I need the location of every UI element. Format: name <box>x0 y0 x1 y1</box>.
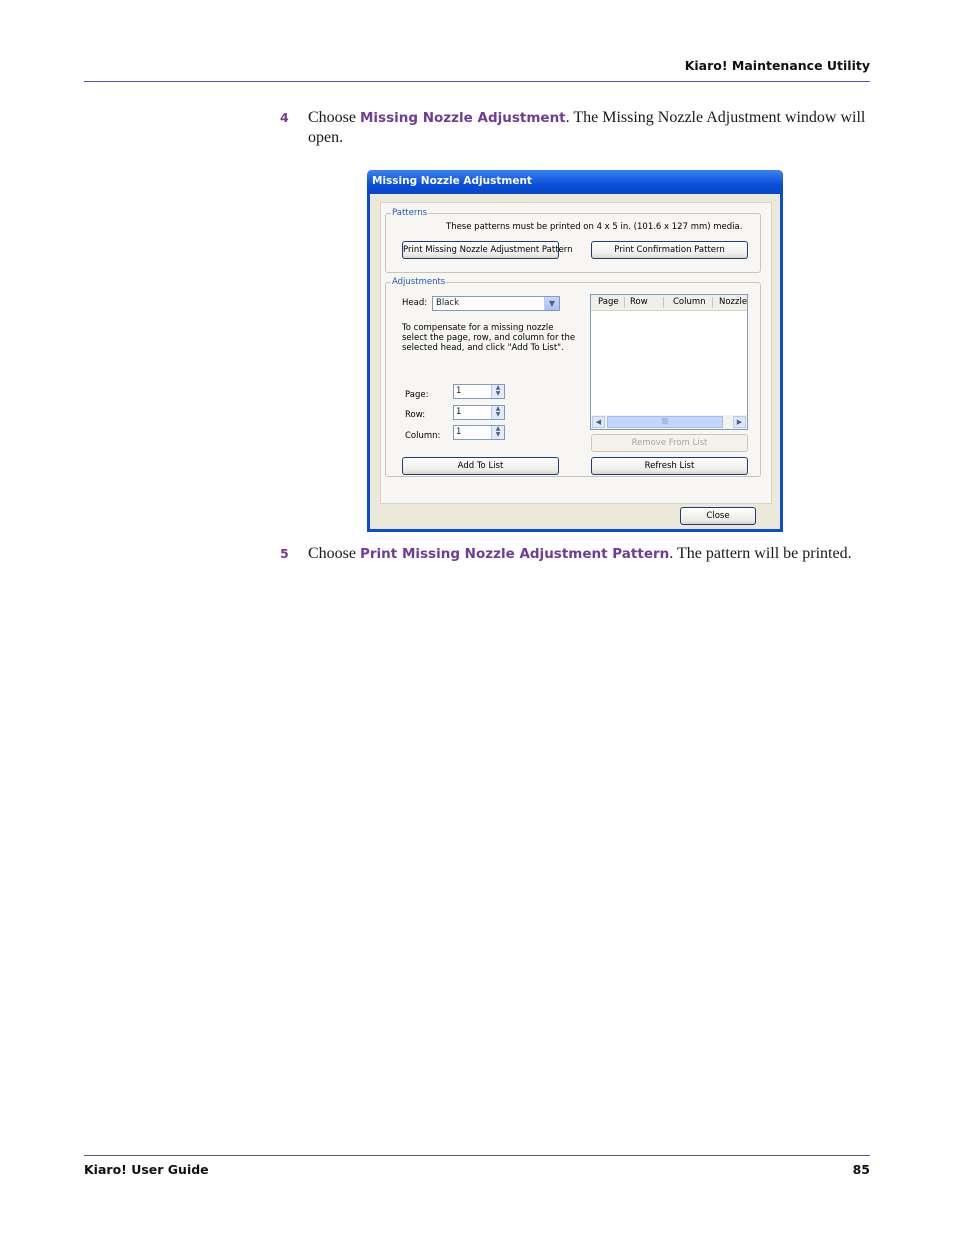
instructions-line-1: To compensate for a missing nozzle <box>402 323 554 333</box>
refresh-list-button[interactable]: Refresh List <box>591 457 748 475</box>
dialog-client <box>370 194 780 529</box>
scroll-thumb-grip-icon[interactable]: ||| <box>607 416 723 428</box>
column-header-page[interactable]: Page <box>598 297 619 307</box>
step-text <box>308 108 868 147</box>
print-confirmation-pattern-button[interactable]: Print Confirmation Pattern <box>591 241 748 259</box>
page-label: Page: <box>405 390 429 400</box>
row-label: Row: <box>405 410 426 420</box>
dialog-titlebar[interactable] <box>367 170 783 194</box>
dialog-panel <box>380 202 772 504</box>
step-text-before: Choose <box>308 109 360 126</box>
spin-down-icon[interactable]: ▼ <box>495 411 501 418</box>
patterns-group-label: Patterns <box>392 208 428 218</box>
chevron-down-icon[interactable]: ▼ <box>544 297 559 310</box>
horizontal-scrollbar[interactable] <box>591 415 747 429</box>
instructions-line-3: selected head, and click "Add To List". <box>402 343 564 353</box>
footer-guide-title: Kiaro! User Guide <box>84 1162 209 1177</box>
column-separator[interactable] <box>712 297 713 308</box>
column-header-column[interactable]: Column <box>673 297 706 307</box>
column-label: Column: <box>405 431 441 441</box>
list-header <box>591 295 747 311</box>
command-name: Print Missing Nozzle Adjustment Pattern <box>360 546 670 562</box>
spin-down-icon[interactable]: ▼ <box>495 390 501 397</box>
column-separator[interactable] <box>663 297 664 308</box>
step-number: 4 <box>280 110 289 125</box>
head-select-value: Black <box>436 298 459 308</box>
row-stepper-buttons[interactable] <box>491 406 504 419</box>
step-text-after: . The pattern will be printed. <box>669 545 852 562</box>
column-stepper-buttons[interactable] <box>491 426 504 439</box>
head-select[interactable] <box>432 296 560 311</box>
add-to-list-button[interactable]: Add To List <box>402 457 559 475</box>
page-stepper-buttons[interactable] <box>491 385 504 398</box>
running-header: Kiaro! Maintenance Utility <box>684 58 870 73</box>
instructions-line-2: select the page, row, and column for the <box>402 333 576 343</box>
column-header-row[interactable]: Row <box>630 297 648 307</box>
command-name: Missing Nozzle Adjustment <box>360 110 566 126</box>
scroll-right-icon[interactable]: ▶ <box>733 416 746 428</box>
spin-down-icon[interactable]: ▼ <box>495 431 501 438</box>
page-stepper[interactable] <box>453 384 505 399</box>
scroll-left-icon[interactable]: ◀ <box>592 416 605 428</box>
patterns-group <box>385 208 761 273</box>
patterns-note: These patterns must be printed on 4 x 5 in. (101.6 x 127 mm) media. <box>446 222 743 232</box>
spin-up-icon[interactable]: ▲ <box>495 384 501 391</box>
column-header-nozzle[interactable]: Nozzle <box>719 297 748 307</box>
page-stepper-value: 1 <box>456 386 462 396</box>
adjustments-group <box>385 277 761 477</box>
spin-up-icon[interactable]: ▲ <box>495 405 501 412</box>
column-stepper[interactable] <box>453 425 505 440</box>
column-separator[interactable] <box>624 297 625 308</box>
dialog-title: Missing Nozzle Adjustment <box>372 175 532 187</box>
header-rule <box>84 81 870 82</box>
remove-from-list-button[interactable]: Remove From List <box>591 434 748 452</box>
row-stepper-value: 1 <box>456 407 462 417</box>
footer-rule <box>84 1155 870 1156</box>
close-button[interactable]: Close <box>680 507 756 525</box>
print-missing-nozzle-pattern-button[interactable]: Print Missing Nozzle Adjustment Pattern <box>402 241 559 259</box>
adjustments-group-label: Adjustments <box>392 277 446 287</box>
page-number: 85 <box>852 1162 870 1177</box>
row-stepper[interactable] <box>453 405 505 420</box>
step-text <box>308 544 868 564</box>
step-number: 5 <box>280 546 289 561</box>
missing-nozzle-dialog <box>367 170 783 532</box>
step-text-before: Choose <box>308 545 360 562</box>
spin-up-icon[interactable]: ▲ <box>495 425 501 432</box>
adjustments-list[interactable] <box>590 294 748 430</box>
step-text-after: . The Missing Nozzle Adjustment window will open. <box>308 109 866 146</box>
column-stepper-value: 1 <box>456 427 462 437</box>
head-label: Head: <box>402 298 428 308</box>
